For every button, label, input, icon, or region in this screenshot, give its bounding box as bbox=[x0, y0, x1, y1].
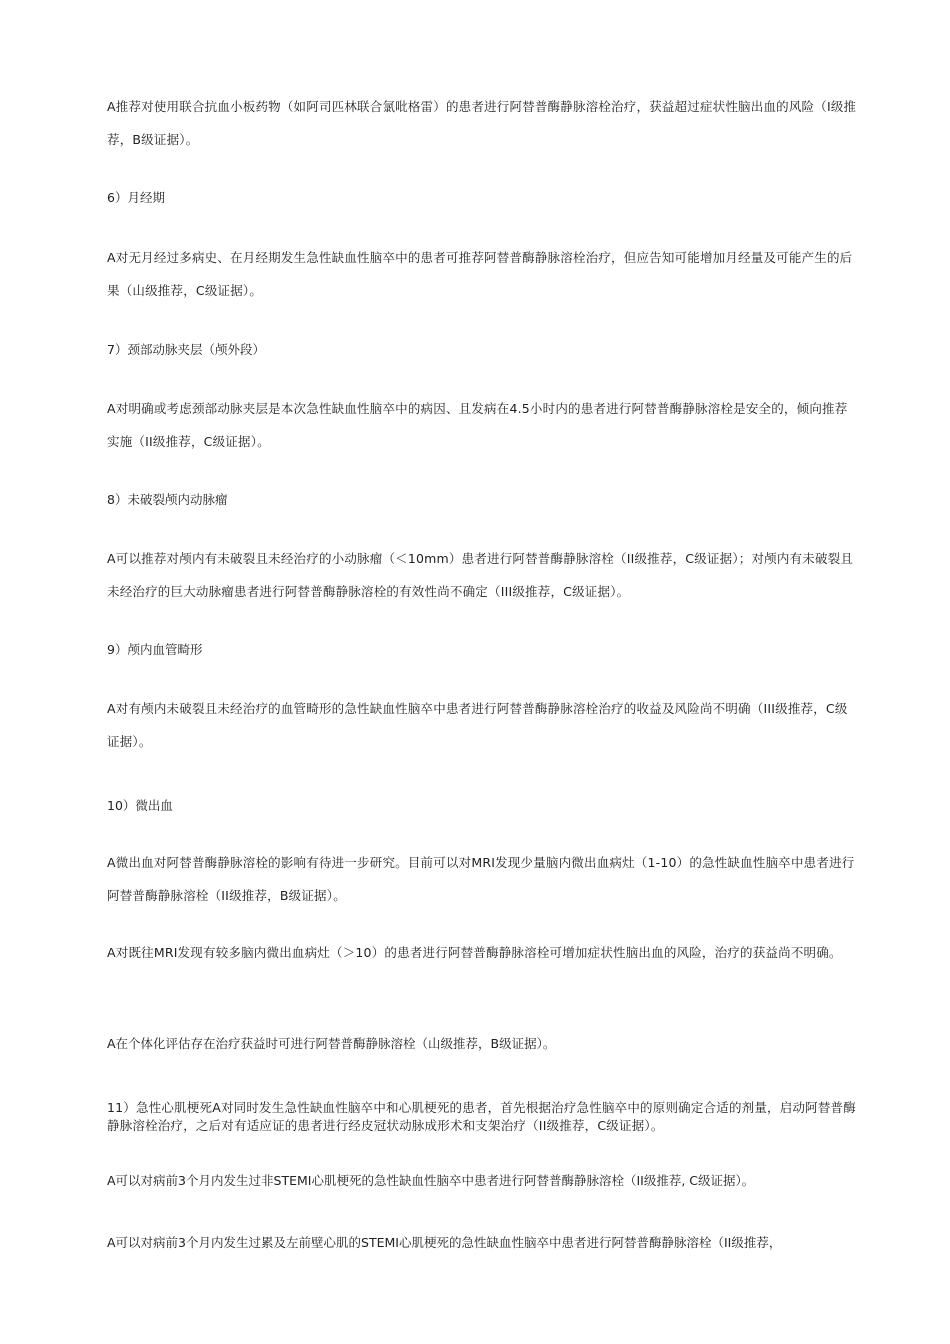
paragraph-microbleeds-many: A对既往MRI发现有较多脑内微出血病灶（＞10）的患者进行阿替普酶静脉溶栓可增加症状性脑出血的风险，治疗的获益尚不明确。 bbox=[107, 945, 842, 960]
heading-vascular-malformation: 9）颅内血管畸形 bbox=[107, 642, 203, 657]
paragraph-menstruation: A对无月经过多病史、在月经期发生急性缺血性脑卒中的患者可推荐阿替普酶静脉溶栓治疗，但应告知可能增加月经量及可能产生的后果（山级推荐，C级证据）。 bbox=[107, 250, 853, 298]
heading-aneurysm: 8）未破裂颅内动脉瘤 bbox=[107, 492, 228, 507]
paragraph-myocardial-infarction: 11）急性心肌梗死A对同时发生急性缺血性脑卒中和心肌梗死的患者，首先根据治疗急性脑卒中的原则确定合适的剂量，启动阿替普酶静脉溶栓治疗，之后对有适应证的患者进行经皮冠状动脉成形术和支架治疗（II级推荐，C级证据）。 bbox=[107, 1100, 856, 1133]
paragraph-vascular-malformation: A对有颅内未破裂且未经治疗的血管畸形的急性缺血性脑卒中患者进行阿替普酶静脉溶栓治疗的收益及风险尚不明确（III级推荐，C级证据）。 bbox=[107, 701, 848, 749]
heading-cervical-dissection: 7）颈部动脉夹层（颅外段） bbox=[107, 342, 265, 357]
paragraph-cervical-dissection: A对明确或考虑颈部动脉夹层是本次急性缺血性脑卒中的病因、且发病在4.5小时内的患者进行阿替普酶静脉溶栓是安全的，倾向推荐实施（II级推荐，C级证据）。 bbox=[107, 401, 848, 449]
paragraph-stemi: A可以对病前3个月内发生过累及左前壁心肌的STEMI心肌梗死的急性缺血性脑卒中患者进行阿替普酶静脉溶栓（II级推荐， bbox=[107, 1235, 782, 1250]
paragraph-individual-assessment: A在个体化评估存在治疗获益时可进行阿替普酶静脉溶栓（山级推荐，B级证据）。 bbox=[107, 1036, 556, 1051]
heading-menstruation: 6）月经期 bbox=[107, 190, 165, 205]
heading-microbleeds: 10）微出血 bbox=[107, 798, 173, 813]
paragraph-non-stemi: A可以对病前3个月内发生过非STEMI心肌梗死的急性缺血性脑卒中患者进行阿替普酶静脉溶栓（II级推荐, C级证据）。 bbox=[107, 1173, 755, 1188]
paragraph-antiplatelet: A推荐对使用联合抗血小板药物（如阿司匹林联合氯吡格雷）的患者进行阿替普酶静脉溶栓治疗，获益超过症状性脑出血的风险（I级推荐，B级证据）。 bbox=[107, 99, 857, 147]
paragraph-microbleeds-few: A微出血对阿替普酶静脉溶栓的影响有待进一步研究。目前可以对MRI发现少量脑内微出血病灶（1-10）的急性缺血性脑卒中患者进行阿替普酶静脉溶栓（II级推荐，B级证据）。 bbox=[107, 855, 855, 903]
paragraph-aneurysm: A可以推荐对颅内有未破裂且未经治疗的小动脉瘤（＜10mm）患者进行阿替普酶静脉溶栓（II级推荐，C级证据）；对颅内有未破裂且未经治疗的巨大动脉瘤患者进行阿替普酶静脉溶栓的有效性尚不确定（III级推荐，C级证据）。 bbox=[107, 551, 854, 599]
